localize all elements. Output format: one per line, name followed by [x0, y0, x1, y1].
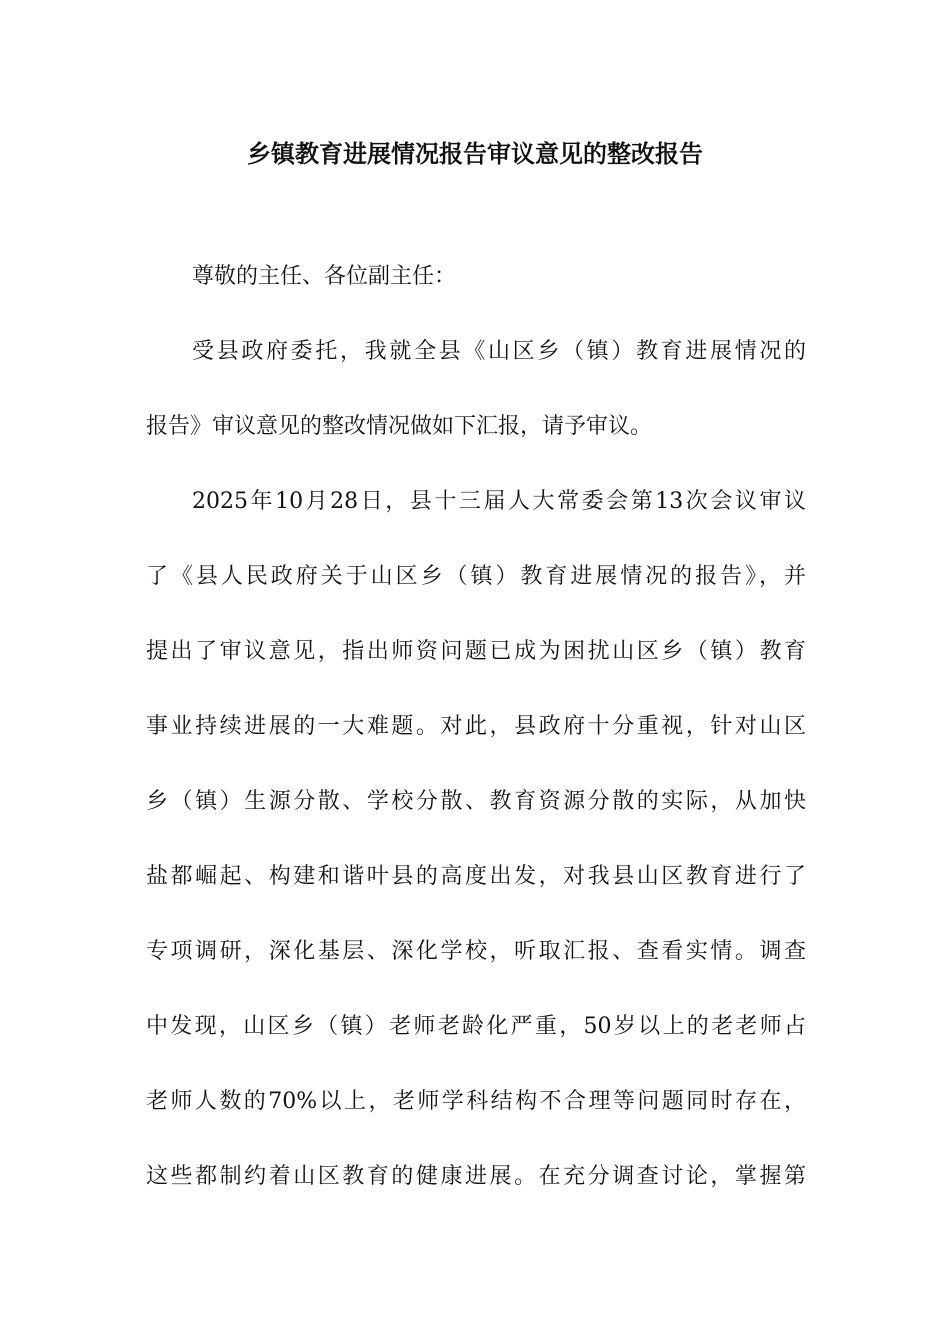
paragraph-line: 老师人数的70%以上，老师学科结构不合理等问题同时存在，	[146, 1089, 806, 1114]
paragraph-line: 报告》审议意见的整改情况做如下汇报，请予审议。	[146, 414, 653, 439]
paragraph-line: 乡（镇）生源分散、学校分散、教育资源分散的实际，从加快	[146, 789, 806, 814]
paragraph-line: 2025年10月28日，县十三届人大常委会第13次会议审议	[192, 489, 806, 514]
paragraph-line: 事业持续进展的一大难题。对此，县政府十分重视，针对山区	[146, 714, 806, 739]
paragraph-line: 这些都制约着山区教育的健康进展。在充分调查讨论，掌握第	[146, 1164, 806, 1189]
paragraph-line: 专项调研，深化基层、深化学校，听取汇报、查看实情。调查	[146, 939, 806, 964]
paragraph-line: 盐都崛起、构建和谐叶县的高度出发，对我县山区教育进行了	[146, 864, 806, 889]
document-title: 乡镇教育进展情况报告审议意见的整改报告	[247, 139, 703, 168]
paragraph-line: 提出了审议意见，指出师资问题已成为困扰山区乡（镇）教育	[146, 639, 806, 664]
paragraph-line: 中发现，山区乡（镇）老师老龄化严重，50岁以上的老老师占	[146, 1014, 806, 1039]
paragraph-line: 了《县人民政府关于山区乡（镇）教育进展情况的报告》，并	[146, 564, 806, 589]
salutation-line: 尊敬的主任、各位副主任：	[192, 264, 457, 289]
paragraph-line: 受县政府委托，我就全县《山区乡（镇）教育进展情况的	[192, 339, 806, 364]
